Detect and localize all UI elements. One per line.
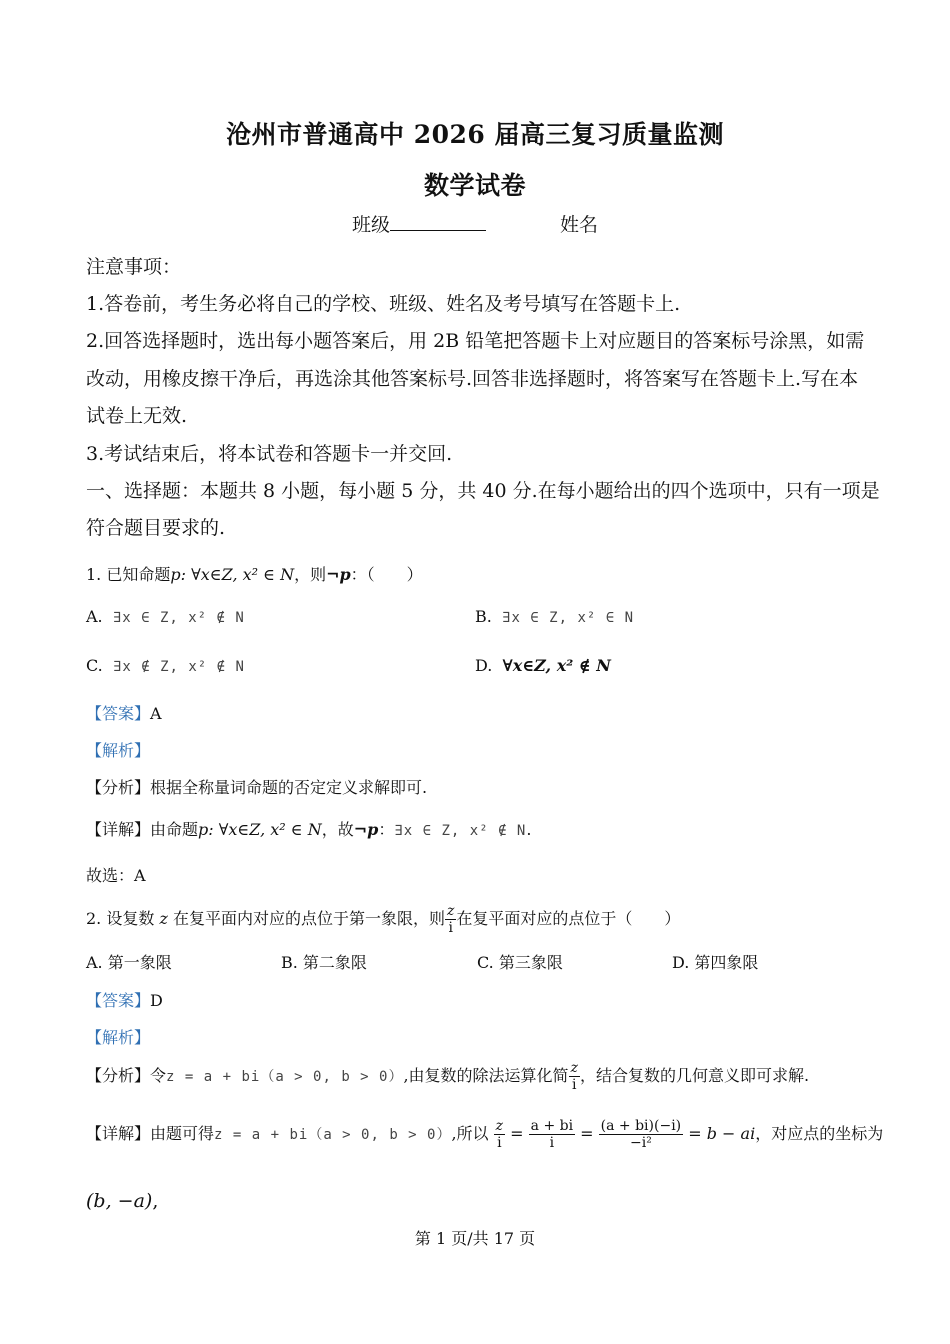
- q1-mid: ，则: [294, 565, 327, 584]
- q2-point-end: ,: [152, 1190, 159, 1212]
- q1-answer-value: A: [150, 704, 162, 723]
- q2-option-b: B. 第二象限: [281, 953, 367, 972]
- section-heading-line-2: 符合题目要求的.: [86, 517, 226, 539]
- q2-detail-expr: z = a + bi（a > 0, b > 0）: [214, 1127, 452, 1143]
- q2-detail-end: ，对应点的坐标为: [755, 1124, 884, 1143]
- q1-suffix: ：（ ）: [350, 565, 423, 584]
- q2-suffix: 在复平面对应的点位于（ ）: [456, 909, 681, 928]
- q1-option-c-label: C.: [86, 656, 103, 675]
- q2-mid: 在复平面内对应的点位于第一象限，则: [172, 909, 445, 928]
- q1-detail-prop: p: ∀x∈Z, x² ∈ N: [198, 820, 322, 839]
- q1-option-c-text: ∃x ∉ Z, x² ∉ N: [112, 659, 245, 675]
- q2-fenxi: [86, 1060, 809, 1093]
- q2-detail-frac-3-num: (a + bi)(−i): [600, 1118, 682, 1134]
- note-1: 1.答卷前，考生务必将自己的学校、班级、姓名及考号填写在答题卡上.: [86, 293, 681, 315]
- q2-fraction-num: z: [447, 903, 455, 919]
- q1-detail-end: .: [526, 820, 532, 839]
- q1-option-b-text: ∃x ∈ Z, x² ∈ N: [502, 610, 635, 626]
- q2-analysis-tag: 【解析】: [86, 1028, 151, 1047]
- q2-option-c: C. 第三象限: [477, 953, 563, 972]
- section-heading-line-1: 一、选择题：本题共 8 小题，每小题 5 分，共 40 分.在每小题给出的四个选项中，只有一项是: [86, 480, 880, 502]
- q1-fenxi-text: 根据全称量词命题的否定定义求解即可.: [150, 778, 428, 797]
- q1-option-b-label: B.: [475, 607, 492, 626]
- q1-option-a-label: A.: [86, 607, 103, 626]
- q2-fenxi-fraction-num: z: [570, 1060, 578, 1076]
- q2-detail-eq-2: =: [580, 1124, 594, 1143]
- q1-option-a-text: ∃x ∈ Z, x² ∉ N: [112, 610, 245, 626]
- q2-answer-value: D: [150, 991, 163, 1010]
- name-label: 姓名: [560, 214, 599, 236]
- note-3: 3.考试结束后，将本试卷和答题卡一并交回.: [86, 443, 453, 465]
- q1-detail-pre: 由命题: [150, 820, 199, 839]
- q1-detail-neg: ¬p: [353, 820, 379, 839]
- q1-detail-mid: ，故: [321, 820, 354, 839]
- exam-title: 沧州市普通高中 2026 届高三复习质量监测: [226, 120, 724, 149]
- q1-detail: [86, 817, 531, 840]
- q2-detail-frac-2-num: a + bi: [530, 1118, 574, 1134]
- q2-fenxi-tag: 【分析】: [86, 1066, 151, 1085]
- q2-detail-result: = b − ai: [688, 1124, 756, 1143]
- q1-fenxi-tag: 【分析】: [86, 778, 151, 797]
- q1-fenxi: [86, 775, 427, 798]
- q2-fenxi-expr: z = a + bi（a > 0, b > 0）: [166, 1069, 404, 1085]
- q2-option-a: A. 第一象限: [86, 953, 172, 972]
- q2-prefix: 2. 设复数: [86, 909, 155, 928]
- q2-answer: [86, 988, 163, 1011]
- q2-answer-tag: 【答案】: [86, 991, 151, 1010]
- q2-detail-pre: 由题可得: [150, 1124, 215, 1143]
- q1-option-c: [86, 656, 245, 675]
- q2-fenxi-pre: 令: [150, 1066, 167, 1085]
- q2-fenxi-fraction: [569, 1060, 580, 1093]
- q2-fenxi-mid: ,由复数的除法运算化简: [403, 1066, 569, 1085]
- q2-point: [86, 1190, 158, 1212]
- q1-detail-colon: ：: [378, 820, 395, 839]
- q2-fenxi-fraction-den: i: [572, 1077, 577, 1093]
- q2-fraction: [445, 903, 456, 936]
- q1-proposition: p: ∀x∈Z, x² ∈ N: [170, 565, 295, 584]
- note-2-line-2: 改动，用橡皮擦干净后，再选涂其他答案标号.回答非选择题时，将答案写在答题卡上.写在本: [86, 368, 859, 390]
- class-blank: [390, 212, 486, 231]
- q1-analysis-tag: 【解析】: [86, 741, 151, 760]
- class-name-line: [0, 210, 950, 237]
- note-2-line-3: 试卷上无效.: [86, 405, 188, 427]
- q1-option-d-label: D.: [475, 656, 493, 675]
- q2-detail-eq-1: =: [510, 1124, 524, 1143]
- note-2-line-1: 2.回答选择题时，选出每小题答案后，用 2B 铅笔把答题卡上对应题目的答案标号涂黑，如需: [86, 330, 865, 352]
- q2-point-coords: (b, −a): [86, 1190, 153, 1212]
- q1-answer-tag: 【答案】: [86, 704, 151, 723]
- q1-negation: ¬p: [326, 565, 351, 584]
- page-footer: 第 1 页/共 17 页: [414, 1229, 536, 1248]
- q1-detail-result: ∃x ∈ Z, x² ∉ N: [394, 823, 527, 839]
- q2-detail-frac-2: [529, 1118, 575, 1151]
- q1-option-d: [475, 656, 611, 675]
- q2-fenxi-end: ，结合复数的几何意义即可求解.: [579, 1066, 810, 1085]
- q2-detail: [86, 1118, 883, 1151]
- q2-detail-frac-1-num: z: [495, 1118, 504, 1134]
- q1-choose: 故选：A: [86, 866, 146, 885]
- q1-option-b: [475, 607, 634, 626]
- q2-detail-frac-3: [599, 1118, 683, 1151]
- q1-prefix: 1. 已知命题: [86, 565, 171, 584]
- q2-detail-frac-1-den: i: [497, 1135, 502, 1151]
- q1-option-d-text: ∀x∈Z, x² ∉ N: [502, 656, 611, 675]
- q2-option-d: D. 第四象限: [672, 953, 759, 972]
- q2-z: z: [159, 909, 168, 928]
- q1-detail-tag: 【详解】: [86, 820, 151, 839]
- q2-detail-so: ,所以: [451, 1124, 489, 1143]
- notes-heading: 注意事项：: [86, 256, 182, 278]
- q2-detail-frac-1: [494, 1118, 505, 1151]
- q2-detail-frac-3-den: −i²: [629, 1135, 652, 1151]
- question-2: [86, 903, 680, 936]
- q1-answer: [86, 701, 162, 724]
- question-1: [86, 562, 423, 585]
- exam-subtitle: 数学试卷: [423, 171, 526, 200]
- q2-detail-tag: 【详解】: [86, 1124, 151, 1143]
- class-label: 班级: [351, 214, 390, 236]
- q1-option-a: [86, 607, 245, 626]
- q2-fraction-den: i: [448, 920, 453, 936]
- q2-detail-frac-2-den: i: [549, 1135, 555, 1151]
